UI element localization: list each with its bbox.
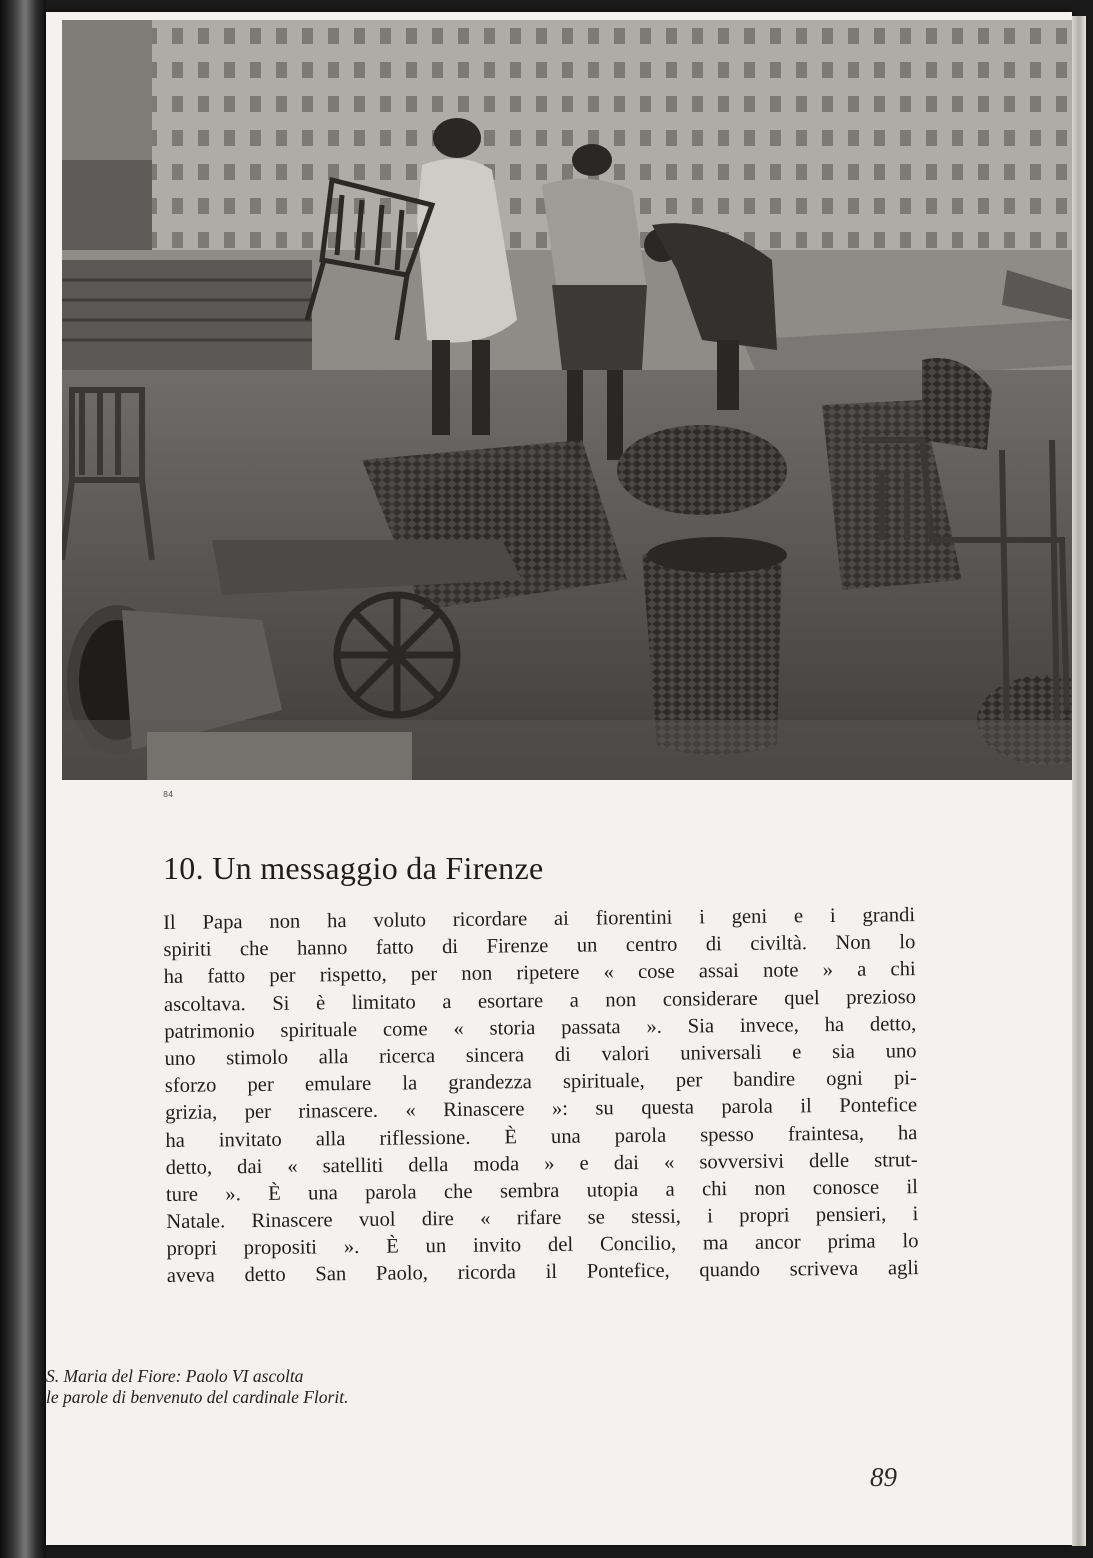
body-line: ha fatto per rispetto, per non ripetere « cose assai note » a chi <box>163 958 916 989</box>
page-number: 89 <box>870 1462 897 1492</box>
body-line: patrimonio spirituale come « storia passata ». Sia invece, ha detto, <box>164 1012 917 1043</box>
body-line: spiriti che hanno fatto di Firenze un centro di civiltà. Non lo <box>163 931 916 962</box>
body-line: aveva detto San Paolo, ricorda il Pontefice, quando scriveva agli <box>166 1257 919 1288</box>
flood-photo-illustration <box>62 20 1072 780</box>
body-line: grizia, per rinascere. « Rinascere »: su questa parola il Pontefice <box>165 1094 918 1125</box>
body-line: Il Papa non ha voluto ricordare ai fiorentini i geni e i grandi <box>163 904 916 934</box>
body-line: ascoltava. Si è limitato a esortare a non considerare quel prezioso <box>163 985 917 1016</box>
caption-line-1: S. Maria del Fiore: Paolo VI ascolta <box>46 1366 304 1386</box>
flood-photo <box>62 20 1072 780</box>
caption-line-2: le parole di benvenuto del cardinale Florit. <box>46 1387 349 1407</box>
chapter-title: 10. Un messaggio da Firenze <box>163 850 544 886</box>
photo-number: 84 <box>163 790 174 799</box>
body-paragraph <box>163 902 919 1290</box>
photo-caption <box>46 1366 466 1408</box>
body-line: ha invitato alla riflessione. È una parola spesso fraintesa, ha <box>165 1121 918 1152</box>
body-line: Natale. Rinascere vuol dire « rifare se stessi, i propri pensieri, i <box>166 1203 919 1234</box>
adjacent-page-strip <box>0 0 46 1558</box>
body-line: sforzo per emulare la grandezza spirituale, per bandire ogni pi- <box>164 1067 917 1098</box>
body-line: ture ». È una parola che sembra utopia a chi non conosce il <box>165 1175 919 1206</box>
page-edge <box>1072 16 1086 1546</box>
body-line: detto, dai « satelliti della moda » e dai « sovversivi delle strut- <box>165 1148 918 1179</box>
body-line: propri propositi ». È un invito del Concilio, ma ancor prima lo <box>166 1230 919 1261</box>
book-page <box>46 12 1072 1545</box>
body-line: uno stimolo alla ricerca sincera di valori universali e sia uno <box>164 1040 917 1070</box>
